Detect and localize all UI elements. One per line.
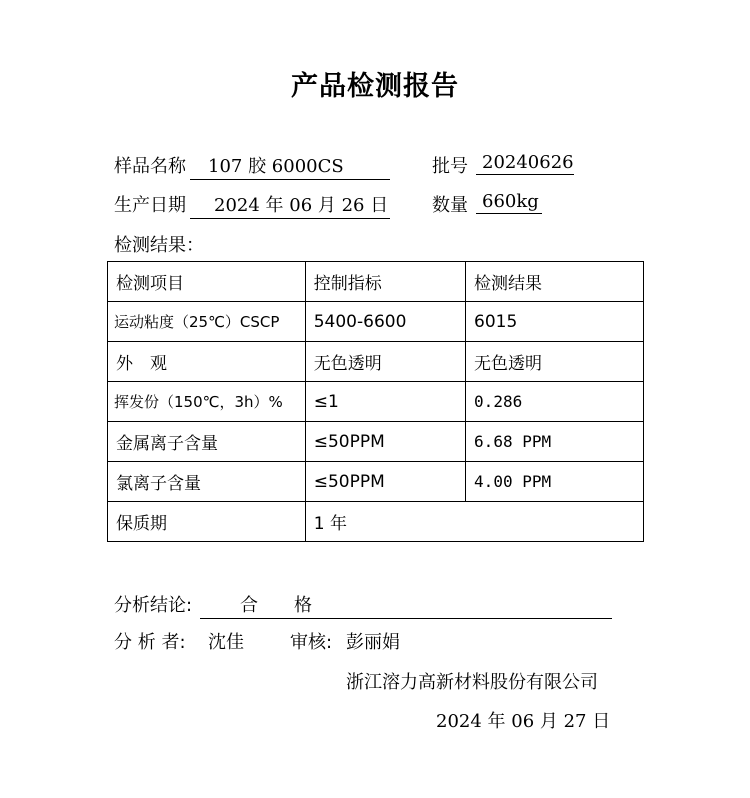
- results-table: [107, 261, 644, 542]
- table-row: [108, 422, 644, 462]
- table-row: [108, 502, 644, 542]
- batch-field: [476, 152, 574, 175]
- quantity-field: [476, 191, 542, 214]
- report-title: 产品检测报告: [291, 71, 459, 102]
- row-spec: ≤1: [305, 382, 465, 422]
- production-date-value: 2024 年 06 月 26 日: [190, 191, 390, 219]
- conclusion-field: [200, 591, 612, 619]
- table-row: [108, 302, 644, 342]
- row-spec: 无色透明: [305, 342, 465, 382]
- sample-name-field: [190, 152, 390, 180]
- conclusion-label: 分析结论:: [114, 595, 193, 616]
- analyst-label: 分 析 者:: [114, 632, 186, 653]
- row-spec: 5400-6600: [305, 302, 465, 342]
- batch-label: 批号: [432, 156, 468, 177]
- quantity-value: 660kg: [476, 191, 542, 214]
- header-item: 检测项目: [108, 262, 306, 302]
- production-date-field: [190, 191, 390, 219]
- report-date: 2024 年 06 月 27 日: [436, 711, 611, 732]
- row-result: 0.286: [466, 382, 644, 422]
- row-result: 4.00 PPM: [466, 462, 644, 502]
- row-item: 保质期: [108, 502, 306, 542]
- production-date-label: 生产日期: [114, 195, 186, 216]
- row-spec: 1 年: [305, 502, 643, 542]
- reviewer-name: 彭丽娟: [346, 632, 400, 653]
- row-item: 外 观: [108, 342, 306, 382]
- header-spec: 控制指标: [305, 262, 465, 302]
- batch-value: 20240626: [476, 152, 574, 175]
- row-item: 运动粘度（25℃）CSCP: [108, 302, 306, 342]
- sample-name-value: 107 胶 6000CS: [190, 152, 390, 180]
- row-item: 金属离子含量: [108, 422, 306, 462]
- conclusion-value: 合 格: [200, 591, 612, 619]
- row-result: 6015: [466, 302, 644, 342]
- row-spec: ≤50PPM: [305, 422, 465, 462]
- table-header-row: [108, 262, 644, 302]
- row-item: 挥发份（150℃，3h）%: [108, 382, 306, 422]
- table-row: [108, 342, 644, 382]
- sample-name-label: 样品名称: [114, 156, 186, 177]
- header-result: 检测结果: [466, 262, 644, 302]
- table-row: [108, 382, 644, 422]
- table-row: [108, 462, 644, 502]
- row-spec: ≤50PPM: [305, 462, 465, 502]
- reviewer-label: 审核:: [290, 632, 333, 653]
- quantity-label: 数量: [432, 195, 468, 216]
- row-result: 6.68 PPM: [466, 422, 644, 462]
- analyst-name: 沈佳: [208, 632, 244, 653]
- row-result: 无色透明: [466, 342, 644, 382]
- row-item: 氯离子含量: [108, 462, 306, 502]
- results-label: 检测结果：: [114, 235, 204, 256]
- company-name: 浙江溶力高新材料股份有限公司: [346, 672, 598, 693]
